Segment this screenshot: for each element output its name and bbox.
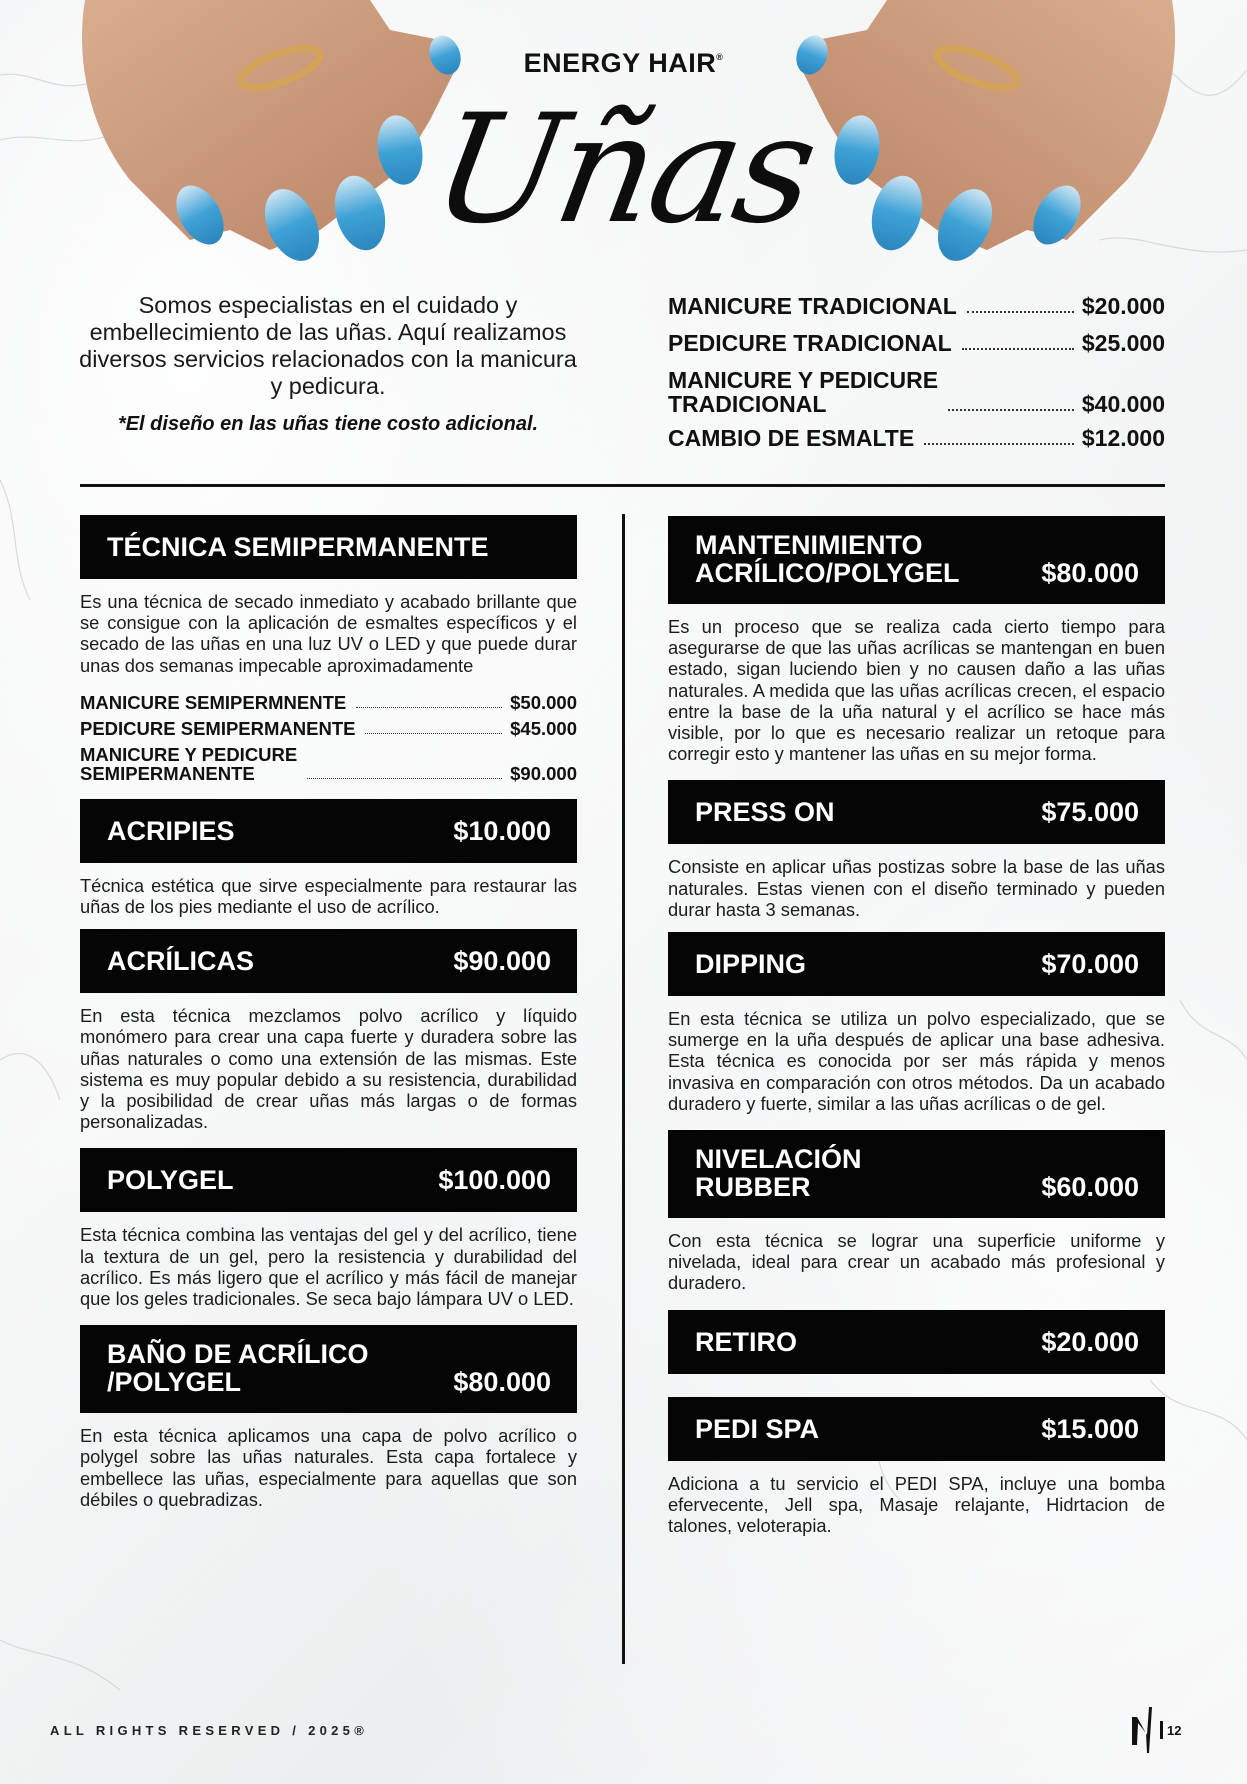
section-divider: [80, 484, 1165, 487]
left-column: [80, 515, 577, 1510]
dot-leader: [948, 409, 1074, 411]
service-title: ACRÍLICAS: [107, 946, 254, 977]
service-description: Esta técnica combina las ventajas del gel y del acrílico, tiene la textura de un gel, pero la resistencia y durabilidad del acrílico. Es más ligero que el acrílico y más fácil de manejar que los geles tradicionales. Se seca bajo lámpara UV o LED.: [80, 1224, 577, 1310]
service-price: $45.000: [510, 717, 577, 739]
semipermanente-price-list: [80, 693, 577, 783]
page-footer-mark: [1130, 1705, 1181, 1755]
design-cost-note: *El diseño en las uñas tiene costo adicional.: [117, 413, 539, 435]
price-row: [80, 719, 577, 738]
service-title: PRESS ON: [695, 797, 835, 828]
service-press-on: [668, 780, 1165, 920]
price-row: [668, 331, 1165, 355]
service-semipermanente: [80, 515, 577, 783]
service-description: En esta técnica mezclamos polvo acrílico y líquido monómero para crear una capa fuerte y duradera sobre las uñas naturales o como una extensión de las mismas. Este sistema es muy popular debido a su resistencia, durabilidad y la posibilidad de crear uñas más largas o de formas personalizadas.: [80, 1005, 577, 1133]
service-price: $50.000: [510, 691, 577, 713]
service-header: [668, 516, 1165, 604]
service-description: Técnica estética que sirve especialmente para restaurar las uñas de los pies mediante el uso de acrílico.: [80, 874, 577, 918]
service-price: $70.000: [1041, 949, 1139, 980]
service-header: [80, 929, 577, 993]
price-row: [80, 693, 577, 712]
page-number: 12: [1167, 1722, 1182, 1738]
price-row: [668, 294, 1165, 318]
service-description: Consiste en aplicar uñas postizas sobre la base de las uñas naturales. Estas vienen con el diseño terminado y pueden durar hasta 3 semanas.: [668, 856, 1165, 920]
service-name: MANICURE TRADICIONAL: [668, 293, 957, 319]
dot-leader: [924, 443, 1074, 445]
service-polygel: [80, 1148, 577, 1309]
service-title: MANTENIMIENTO ACRÍLICO/POLYGEL: [695, 530, 960, 588]
service-price: $15.000: [1041, 1413, 1139, 1444]
service-name: MANICURE Y PEDICURE SEMIPERMANENTE: [80, 743, 298, 784]
service-name: CAMBIO DE ESMALTE: [668, 425, 915, 451]
service-header: [668, 1397, 1165, 1461]
service-header: [668, 1130, 1165, 1218]
brand-n-logo-icon: [1130, 1705, 1156, 1755]
service-price: $90.000: [510, 762, 577, 784]
service-header: [668, 1310, 1165, 1374]
service-title: ACRIPIES: [107, 815, 235, 846]
service-name: MANICURE SEMIPERMNENTE: [80, 691, 347, 713]
service-title: TÉCNICA SEMIPERMANENTE: [107, 532, 489, 562]
service-price: $100.000: [438, 1165, 551, 1196]
service-acrilicas: [80, 929, 577, 1132]
copyright-text: ALL RIGHTS RESERVED / 2025®: [50, 1723, 369, 1738]
service-retiro: [668, 1310, 1165, 1374]
service-price: $20.000: [1081, 293, 1165, 319]
service-mantenimiento: [668, 516, 1165, 764]
service-price: $40.000: [1081, 391, 1165, 417]
service-description: Con esta técnica se lograr una superficie uniforme y nivelada, ideal para crear un acabado más profesional y duradero.: [668, 1230, 1165, 1294]
dot-leader: [967, 311, 1074, 313]
service-title: BAÑO DE ACRÍLICO /POLYGEL: [107, 1339, 369, 1398]
column-divider: [622, 514, 625, 1664]
service-nivelacion-rubber: [668, 1130, 1165, 1294]
service-description: Adiciona a tu servicio el PEDI SPA, incluye una bomba efervecente, Jell spa, Masaje relajante, Hidrtacion de talones, veloterapia.: [668, 1472, 1165, 1537]
service-name: PEDICURE SEMIPERMANENTE: [80, 717, 356, 739]
registered-mark: ®: [716, 52, 724, 62]
service-title: NIVELACIÓN RUBBER: [695, 1144, 862, 1203]
dot-leader: [365, 733, 502, 734]
brand-logo: [0, 48, 1247, 79]
service-title: POLYGEL: [107, 1165, 234, 1196]
service-description: Es una técnica de secado inmediato y acabado brillante que se consigue con la aplicación de esmaltes específicos y el secado de las uñas en una luz UV o LED y que puede durar unas dos semanas impecable aproximadamente: [80, 591, 577, 676]
service-description: En esta técnica se utiliza un polvo especializado, que se sumerge en la uña después de aplicar una base adhesiva. Esta técnica es conocida por ser más rápida y menos invasiva en comparación con otros métodos. Da un acabado duradero y fuerte, similar a las uñas acrílicas o de gel.: [668, 1008, 1165, 1114]
service-price: $60.000: [1041, 1172, 1139, 1203]
service-header: [80, 799, 577, 863]
page-title: Uñas: [421, 83, 826, 257]
service-description: En esta técnica aplicamos una capa de polvo acrílico o polygel sobre las uñas naturales. Esta capa fortalece y embellece las uñas, especialmente para aquellas que son débiles o quebradizas.: [80, 1425, 577, 1510]
service-header: [80, 1325, 577, 1413]
basic-price-list: [668, 294, 1165, 463]
service-name: MANICURE Y PEDICURE TRADICIONAL: [668, 367, 939, 417]
service-price: $20.000: [1041, 1326, 1139, 1357]
price-row: [668, 368, 1165, 416]
brand-name: ENERGY HAIR: [523, 48, 717, 78]
service-bano-acrilico: [80, 1325, 577, 1510]
price-row: [668, 426, 1165, 450]
service-header: [668, 780, 1165, 844]
service-header: [80, 515, 577, 579]
service-name: PEDICURE TRADICIONAL: [668, 330, 952, 356]
dot-leader: [356, 707, 502, 708]
service-price: $75.000: [1041, 797, 1139, 828]
right-column: [668, 516, 1165, 1536]
service-title: DIPPING: [695, 949, 807, 980]
service-price: $10.000: [453, 815, 551, 846]
service-description: Es un proceso que se realiza cada cierto tiempo para asegurarse de que las uñas acrílicas se mantengan en buen estado, sigan luciendo bien y no causen daño a las uñas naturales. A medida que las uñas acrílicas crecen, el espacio entre la base de la uña natural y el acrílico se hace más visible, por lo que es necesario realizar un retoque para corregir esto y mantener las uñas en su mejor forma.: [668, 616, 1165, 765]
price-row: [80, 745, 577, 783]
service-pedi-spa: [668, 1397, 1165, 1537]
service-header: [668, 932, 1165, 996]
service-price: $25.000: [1081, 330, 1165, 356]
dot-leader: [962, 348, 1074, 350]
service-title: RETIRO: [695, 1326, 798, 1357]
intro-text: Somos especialistas en el cuidado y embellecimiento de las uñas. Aquí realizamos diversos servicios relacionados con la manicura y pedicura.: [79, 292, 577, 399]
service-title: PEDI SPA: [695, 1413, 820, 1444]
service-price: $90.000: [453, 946, 551, 977]
service-header: [80, 1148, 577, 1212]
dot-leader: [307, 778, 502, 779]
page-separator: [1160, 1721, 1163, 1739]
service-price: $80.000: [1041, 558, 1139, 588]
service-price: $12.000: [1081, 425, 1165, 451]
service-price: $80.000: [453, 1367, 551, 1398]
service-acripies: [80, 799, 577, 917]
service-dipping: [668, 932, 1165, 1114]
